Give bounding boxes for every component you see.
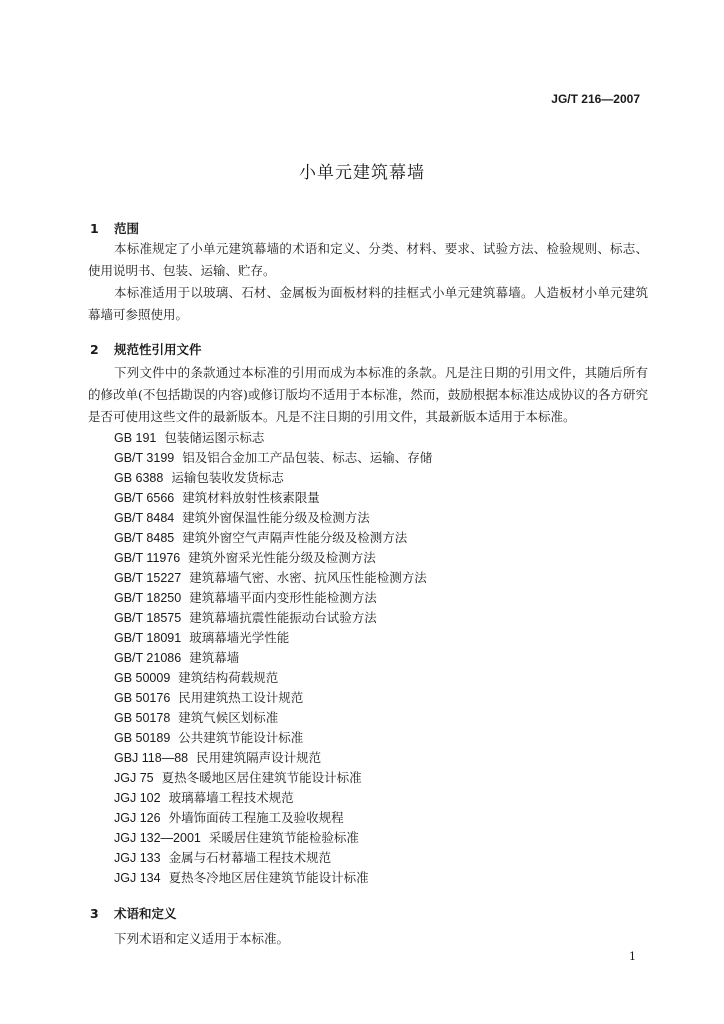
page-number: 1 (629, 950, 636, 963)
reference-code: JGJ 126 (114, 811, 161, 825)
reference-title: 建筑幕墙 (189, 650, 240, 665)
reference-item (114, 548, 432, 568)
reference-item (114, 808, 432, 828)
reference-title: 玻璃幕墙光学性能 (189, 630, 290, 645)
reference-code: JGJ 102 (114, 791, 161, 805)
section-number: 2 (90, 342, 99, 357)
reference-item (114, 688, 432, 708)
reference-code: GB/T 18575 (114, 611, 182, 625)
section-number: 1 (90, 221, 99, 236)
reference-code: GB 50009 (114, 671, 171, 685)
reference-code: GB/T 8484 (114, 511, 175, 525)
reference-code: GB 50189 (114, 731, 171, 745)
reference-item (114, 488, 432, 508)
reference-code: JGJ 134 (114, 871, 161, 885)
reference-item (114, 668, 432, 688)
section-number: 3 (90, 906, 99, 921)
reference-item (114, 768, 432, 788)
reference-title: 建筑材料放射性核素限量 (182, 490, 320, 505)
reference-title: 民用建筑隔声设计规范 (196, 750, 322, 765)
reference-title: 包装储运图示标志 (164, 430, 265, 445)
reference-title: 建筑幕墙气密、水密、抗风压性能检测方法 (189, 570, 427, 585)
paragraph: 下列文件中的条款通过本标准的引用而成为本标准的条款。凡是注日期的引用文件，其随后所有的修改单(不包括勘误的内容)或修订版均不适用于本标准，然而，鼓励根据本标准达成协议的各方研究是否可使用这些文件的最新版本。凡是不注日期的引用文件，其最新版本适用于本标准。 (88, 365, 648, 424)
reference-title: 夏热冬冷地区居住建筑节能设计标准 (168, 870, 369, 885)
reference-code: GB/T 18091 (114, 631, 182, 645)
reference-title: 建筑外窗空气声隔声性能分级及检测方法 (182, 530, 408, 545)
reference-item (114, 608, 432, 628)
reference-item (114, 828, 432, 848)
reference-title: 建筑外窗采光性能分级及检测方法 (188, 550, 376, 565)
reference-title: 建筑外窗保温性能分级及检测方法 (182, 510, 370, 525)
reference-item (114, 508, 432, 528)
reference-code: JGJ 132—2001 (114, 831, 201, 845)
document-title: 小单元建筑幕墙 (299, 163, 425, 183)
reference-item (114, 748, 432, 768)
reference-title: 外墙饰面砖工程施工及验收规程 (168, 810, 344, 825)
reference-code: GB 50178 (114, 711, 171, 725)
reference-item (114, 628, 432, 648)
reference-title: 铝及铝合金加工产品包装、标志、运输、存储 (182, 450, 433, 465)
reference-title: 建筑气候区划标准 (178, 710, 279, 725)
reference-code: GBJ 118—88 (114, 751, 189, 765)
reference-title: 建筑结构荷载规范 (178, 670, 279, 685)
reference-code: GB 6388 (114, 471, 164, 485)
section-heading-terms-and-definitions (90, 904, 177, 922)
reference-title: 夏热冬暖地区居住建筑节能设计标准 (161, 770, 362, 785)
reference-code: GB/T 18250 (114, 591, 182, 605)
reference-code: GB/T 21086 (114, 651, 182, 665)
paragraph: 本标准适用于以玻璃、石材、金属板为面板材料的挂框式小单元建筑幕墙。人造板材小单元建筑幕墙可参照使用。 (88, 285, 648, 322)
reference-code: GB 50176 (114, 691, 171, 705)
reference-title: 采暖居住建筑节能检验标准 (208, 830, 359, 845)
reference-item (114, 868, 432, 888)
standard-code: JG/T 216—2007 (551, 92, 640, 106)
reference-item (114, 528, 432, 548)
reference-title: 运输包装收发货标志 (171, 470, 284, 485)
section-title: 术语和定义 (114, 906, 177, 921)
reference-title: 建筑幕墙平面内变形性能检测方法 (189, 590, 377, 605)
reference-title: 金属与石材幕墙工程技术规范 (168, 850, 332, 865)
reference-code: GB/T 8485 (114, 531, 175, 545)
section-title: 范围 (114, 221, 140, 236)
reference-code: JGJ 75 (114, 771, 154, 785)
reference-code: GB/T 15227 (114, 571, 182, 585)
reference-list (114, 428, 432, 888)
reference-item (114, 648, 432, 668)
paragraph: 下列术语和定义适用于本标准。 (114, 931, 290, 946)
reference-code: JGJ 133 (114, 851, 161, 865)
reference-item (114, 468, 432, 488)
paragraph: 本标准规定了小单元建筑幕墙的术语和定义、分类、材料、要求、试验方法、检验规则、标志、使用说明书、包装、运输、贮存。 (88, 241, 648, 278)
reference-code: GB 191 (114, 431, 157, 445)
reference-item (114, 728, 432, 748)
reference-title: 建筑幕墙抗震性能振动台试验方法 (189, 610, 377, 625)
section-heading-normative-references (90, 340, 202, 358)
reference-title: 玻璃幕墙工程技术规范 (168, 790, 294, 805)
reference-item (114, 848, 432, 868)
reference-item (114, 568, 432, 588)
reference-item (114, 788, 432, 808)
reference-title: 民用建筑热工设计规范 (178, 690, 304, 705)
reference-item (114, 428, 432, 448)
reference-item (114, 588, 432, 608)
reference-code: GB/T 6566 (114, 491, 175, 505)
reference-code: GB/T 3199 (114, 451, 175, 465)
reference-item (114, 708, 432, 728)
reference-item (114, 448, 432, 468)
section-title: 规范性引用文件 (114, 342, 202, 357)
reference-code: GB/T 11976 (114, 551, 181, 565)
section-heading-scope (90, 219, 139, 237)
reference-title: 公共建筑节能设计标准 (178, 730, 304, 745)
